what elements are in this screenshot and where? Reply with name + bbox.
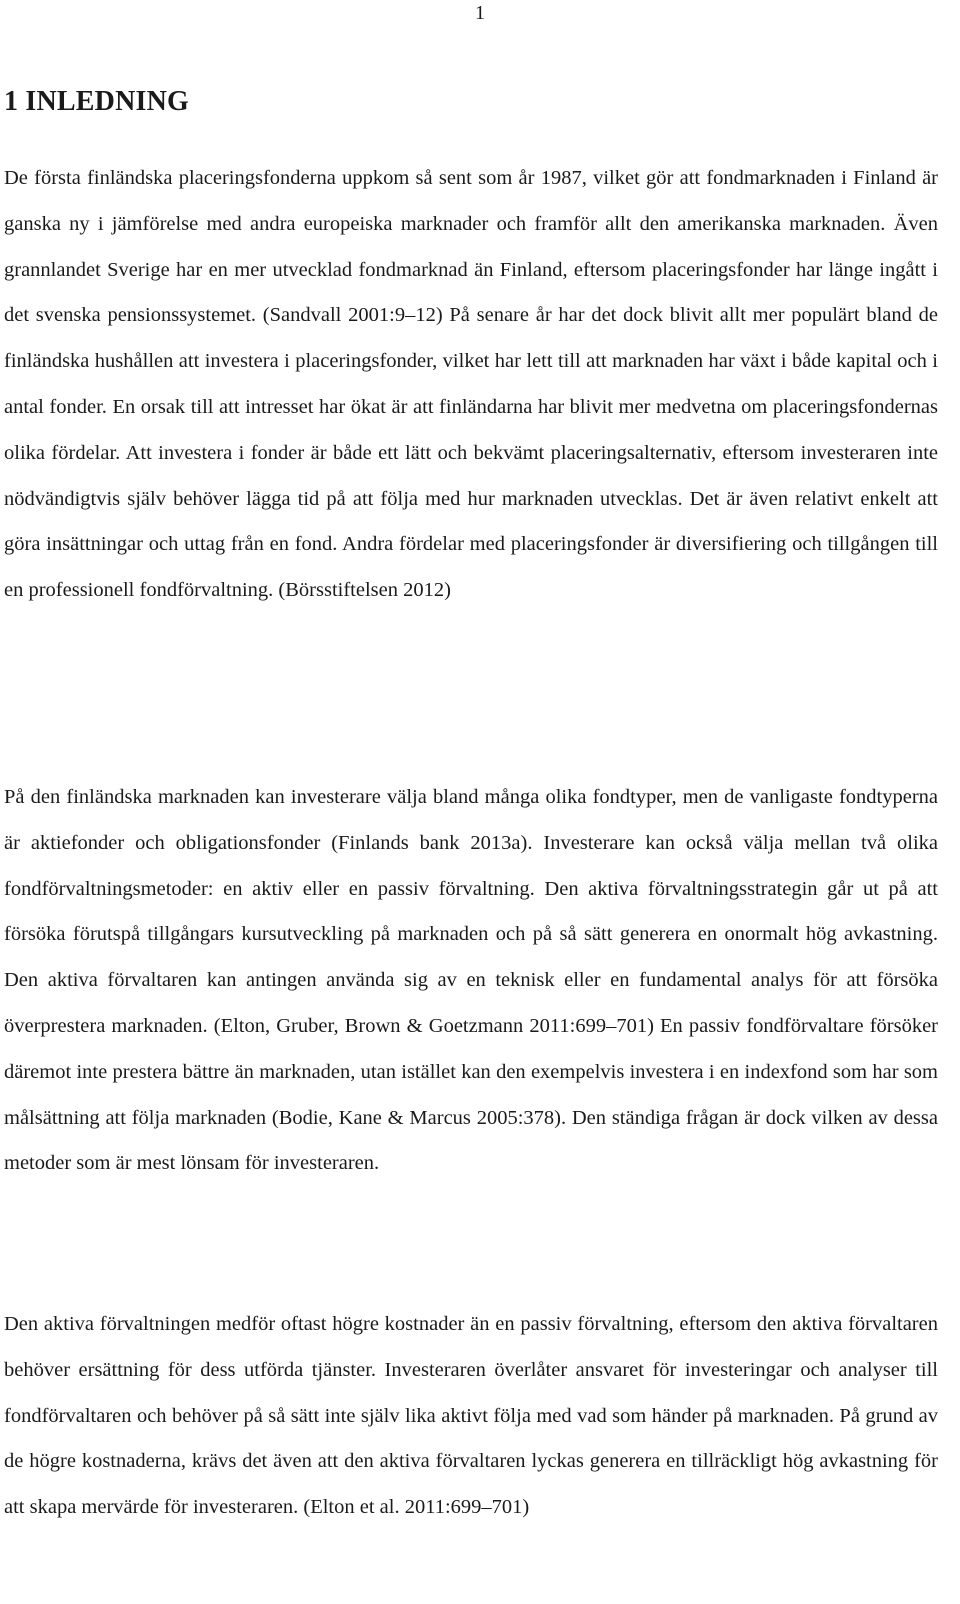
paragraph-3: Den aktiva förvaltningen medför oftast högre kostnader än en passiv förvaltning, eftersom den aktiva förvaltaren behöver ersättning för dess utförda tjänster. Investeraren överlåter ansvaret för investeringar och analyser till fondförvaltaren och behöver på så sätt inte själv lika aktivt följa med vad som händer på marknaden. På grund av de högre kostnaderna, krävs det även att den aktiva förvaltaren lyckas generera en tillräckligt hög avkastning för att skapa mervärde för investeraren. (Elton et al. 2011:699–701) [4,1313,938,1519]
page-number: 1 [475,2,485,24]
paragraph-1: De första finländska placeringsfonderna uppkom så sent som år 1987, vilket gör att fondmarknaden i Finland är ganska ny i jämförelse med andra europeiska marknader och framför allt den amerikanska marknaden. Även grannlandet Sverige har en mer utvecklad fondmarknad än Finland, eftersom placeringsfonder har länge ingått i det svenska pensionssystemet. (Sandvall 2001:9–12) På senare år har det dock blivit allt mer populärt bland de finländska hushållen att investera i placeringsfonder, vilket har lett till att marknaden har växt i både kapital och i antal fonder. En orsak till att intresset har ökat är att finländarna har blivit mer medvetna om placeringsfondernas olika fördelar. Att investera i fonder är både ett lätt och bekvämt placeringsalternativ, eftersom investeraren inte nödvändigtvis själv behöver lägga tid på att följa med hur marknaden utvecklas. Det är även relativt enkelt att göra insättningar och uttag från en fond. Andra fördelar med placeringsfonder är diversifiering och tillgången till en professionell fondförvaltning. (Börsstiftelsen 2012) [4,167,938,602]
paragraph-2: På den finländska marknaden kan investerare välja bland många olika fondtyper, men de vanligaste fondtyperna är aktiefonder och obligationsfonder (Finlands bank 2013a). Investerare kan också välja mellan två olika fondförvaltningsmetoder: en aktiv eller en passiv förvaltning. Den aktiva förvaltningsstrategin går ut på att försöka förutspå tillgångars kursutveckling på marknaden och på så sätt generera en onormalt hög avkastning. Den aktiva förvaltaren kan antingen använda sig av en teknisk eller en fundamental analys för att försöka överprestera marknaden. (Elton, Gruber, Brown & Goetzmann 2011:699–701) En passiv fondförvaltare försöker däremot inte prestera bättre än marknaden, utan istället kan den exempelvis investera i en indexfond som har som målsättning att följa marknaden (Bodie, Kane & Marcus 2005:378). Den ständiga frågan är dock vilken av dessa metoder som är mest lönsam för investeraren. [4,786,938,1175]
chapter-title: 1 INLEDNING [4,86,190,117]
